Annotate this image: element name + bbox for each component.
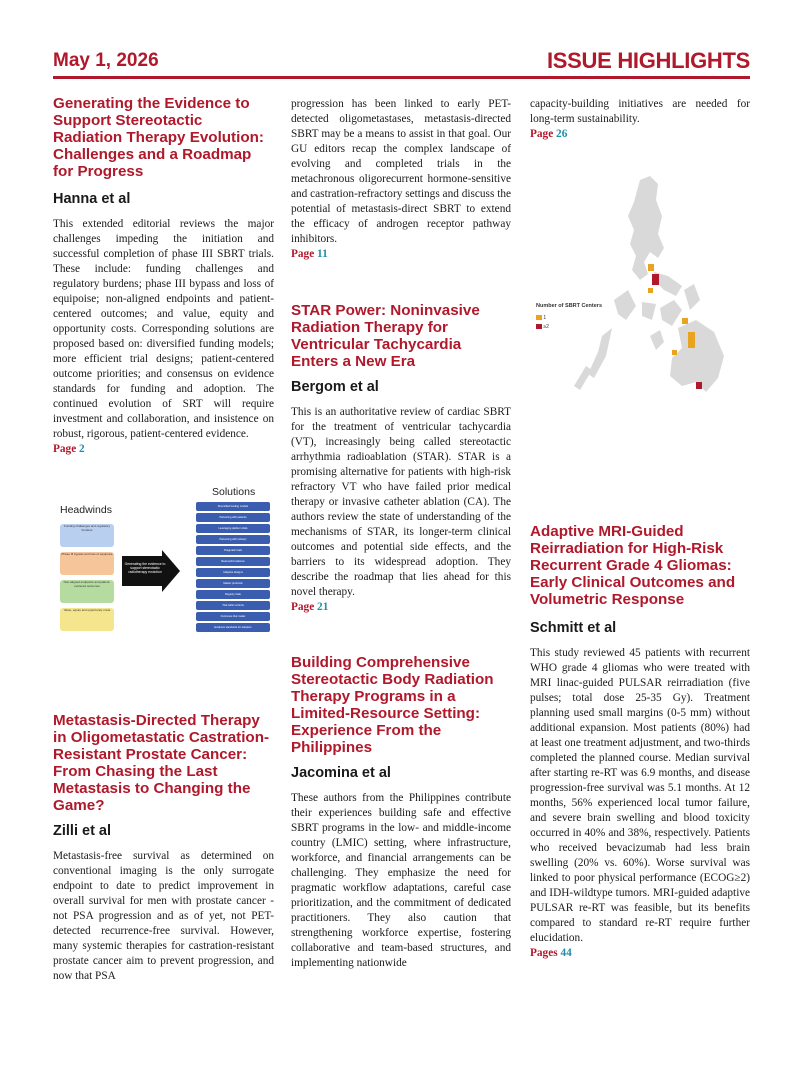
article-authors: Bergom et al xyxy=(291,379,379,395)
page-number[interactable]: 2 xyxy=(79,443,85,455)
solution-box: Adaptive designs xyxy=(196,568,270,577)
headwinds-label: Headwinds xyxy=(60,504,112,516)
header-rule xyxy=(53,76,750,79)
article-authors: Schmitt et al xyxy=(530,620,617,636)
solution-box: Pragmatic trials xyxy=(196,546,270,555)
page-number[interactable]: 26 xyxy=(556,128,568,140)
map-landmass xyxy=(574,176,724,392)
page-number[interactable]: 44 xyxy=(560,947,572,959)
article-title[interactable]: Adaptive MRI-Guided Reirradiation for High-Risk Recurrent Grade 4 Gliomas: Early Clinical Outcomes and Volumetric Response xyxy=(530,523,736,608)
solution-box: Evidence standards for adoption xyxy=(196,623,270,632)
article-schmitt xyxy=(530,523,750,961)
page-label: Page xyxy=(291,601,315,613)
center-marker xyxy=(696,382,702,389)
page-number[interactable]: 21 xyxy=(317,601,329,613)
solution-box: Partnering with industry xyxy=(196,535,270,544)
page-label: Page xyxy=(53,443,77,455)
solution-box: Real-world evidence xyxy=(196,557,270,566)
solution-box: Partnering with patients xyxy=(196,513,270,522)
solution-box: Master protocols xyxy=(196,579,270,588)
article-title[interactable]: Generating the Evidence to Support Stereotactic Radiation Therapy Evolution: Challenges and a Roadmap for Progress xyxy=(53,95,264,180)
solution-box: Outcomes that matter xyxy=(196,612,270,621)
central-arrow-text: Generating the evidence to support stereotactic radiotherapy evolution xyxy=(124,562,166,574)
page-number[interactable]: 11 xyxy=(317,248,328,260)
headwind-box: Non-aligned endpoints and patient-centered outcomes xyxy=(60,580,114,603)
center-marker xyxy=(648,264,654,271)
legend-swatch xyxy=(536,315,542,320)
legend-swatch xyxy=(536,324,542,329)
article-jacomina xyxy=(291,654,511,971)
solution-box: Diversified funding models xyxy=(196,502,270,511)
legend-label: ≥2 xyxy=(543,324,549,330)
article-body: This extended editorial reviews the major challenges impeding the initiation and successful completion of phase III SBRT trials. These include: funding challenges and regulatory burdens; phase III bypass and loss of equipoise; non-aligned endpoints and patient-centered outcomes; and value, equity and opportunity costs. Corresponding solutions are proposed based on: diversified funding models; more efficient trial designs; patient-centered outcome priorities; and consensus on evidence standards for funding and adoption. The continued evolution of SRT will require investment and collaboration, and insistence on robust, rigorous, patient-centered evidence. xyxy=(53,218,274,440)
article-title[interactable]: STAR Power: Noninvasive Radiation Therapy for Ventricular Tachycardia Enters a New Era xyxy=(291,302,480,370)
article-authors: Zilli et al xyxy=(53,823,112,839)
page-reference[interactable] xyxy=(53,442,274,457)
article-jacomina-continued xyxy=(530,97,750,142)
headwind-box: Phase III bypass and loss of equipoise xyxy=(60,552,114,575)
article-title[interactable]: Metastasis-Directed Therapy in Oligometastatic Castration-Resistant Prostate Cancer: From Chasing the Last Metastasis to Changing the Game? xyxy=(53,712,270,814)
article-zilli-continued xyxy=(291,97,511,262)
page-reference[interactable] xyxy=(291,247,511,262)
solution-box: Registry trials xyxy=(196,590,270,599)
article-body: These authors from the Philippines contribute their experiences building safe and effective SBRT programs in the low- and middle-income country (LMIC) setting, where infrastructure, workforce, and financial arrangements can be challenging. They emphasize the need for pragmatic workflow adaptations, careful case prioritization, and the commitment of dedicated practitioners. They also caution that strengthening workforce expertise, fostering collaborative and team-based structures, and implementing nationwide xyxy=(291,792,511,969)
center-marker xyxy=(652,274,659,285)
headwind-box: Funding challenges and regulatory burdens xyxy=(60,524,114,547)
section-title: ISSUE HIGHLIGHTS xyxy=(547,48,750,73)
legend-item xyxy=(536,315,602,321)
page-label: Page xyxy=(291,248,315,260)
legend-label: 1 xyxy=(543,315,547,321)
philippines-map xyxy=(532,160,754,400)
article-authors: Hanna et al xyxy=(53,191,131,207)
article-body-continued: capacity-building initiatives are needed for long-term sustainability. xyxy=(530,98,750,125)
map-legend xyxy=(536,303,602,330)
page-label: Page xyxy=(530,128,554,140)
headwind-box: Value, equity and opportunity costs xyxy=(60,608,114,631)
legend-title: Number of SBRT Centers xyxy=(536,303,603,309)
article-body: This is an authoritative review of cardiac SBRT for the treatment of ventricular tachycardia (VT), increasingly being called stereotactic arrhythmia radioablation (STAR). STAR is a promising alternative for patients with high-risk refractory VT who have failed prior medical therapy or invasive catheter ablation (CA). The authors review the state of understanding of the mechanisms of STAR, its longer-term clinical outcomes and potential side effects, and the barriers to its widespread adoption. They describe the roadmap that lies ahead for this novel therapy. xyxy=(291,406,511,598)
center-marker xyxy=(648,288,653,293)
article-hanna xyxy=(53,95,274,457)
page-label: Pages xyxy=(530,947,558,959)
center-marker xyxy=(682,318,688,324)
solutions-label: Solutions xyxy=(212,486,256,498)
legend-item xyxy=(536,324,602,330)
article-bergom xyxy=(291,302,511,615)
page-reference[interactable] xyxy=(530,946,750,961)
headwinds-solutions-diagram xyxy=(56,484,272,656)
article-authors: Jacomina et al xyxy=(291,765,391,781)
article-body: This study reviewed 45 patients with recurrent WHO grade 4 gliomas who were treated with MRI linac-guided PULSAR reirradiation (five pulses; total dose 25-35 Gy). Treatment planning used small margins (0-5 mm) without additional expansion. Most patients (80%) had at least one treatment adjustment, and two-thirds completed the planned course. Median survival after starting re-RT was 6.9 months, and disease progression-free survival was 5.1 months. At 12 months, 56% experienced local tumor failure, and severe brain swelling and blood toxicity occurred in 40% and 38%, respectively. Patients who received bevacizumab had less brain swelling (20% vs. 60%). Worse survival was linked to poor physical performance (ECOG≥2) and IDH-wildtype tumors. MRI-guided adaptive PULSAR re-RT was feasible, but its benefits compared to standard re-RT require further elucidation. xyxy=(530,647,750,944)
page-reference[interactable] xyxy=(530,127,750,142)
article-zilli xyxy=(53,712,274,984)
issue-date: May 1, 2026 xyxy=(53,50,159,71)
solution-box: Leveraging platform trials xyxy=(196,524,270,533)
solution-box: Trial within cohorts xyxy=(196,601,270,610)
center-marker xyxy=(688,332,695,348)
article-body-continued: progression has been linked to early PET-detected oligometastases, metastasis-directed SBRT may be a means to assist in that goal. Our GU editors recap the complex landscape of evolving and completed trials in the metachronous oligorecurrent hormone-sensitive and castration-refractory settings and discuss the potential of metastasis-direct SBRT to extend the efficacy of androgen receptor pathway inhibitors. xyxy=(291,98,511,245)
article-title[interactable]: Building Comprehensive Stereotactic Body Radiation Therapy Programs in a Limited-Resource Setting: Experience From the Philippines xyxy=(291,654,494,756)
page-reference[interactable] xyxy=(291,600,511,615)
center-marker xyxy=(672,350,677,355)
page-header xyxy=(53,48,750,76)
article-body: Metastasis-free survival as determined on conventional imaging is the only surrogate endpoint to date to predict improvement in overall survival for men with prostate cancer - not PSA progression and as of yet, not PET-detected recurrence-free survival. However, many systemic therapies for castration-resistant prostate cancer aim to prevent progression, and now that PSA xyxy=(53,850,274,982)
